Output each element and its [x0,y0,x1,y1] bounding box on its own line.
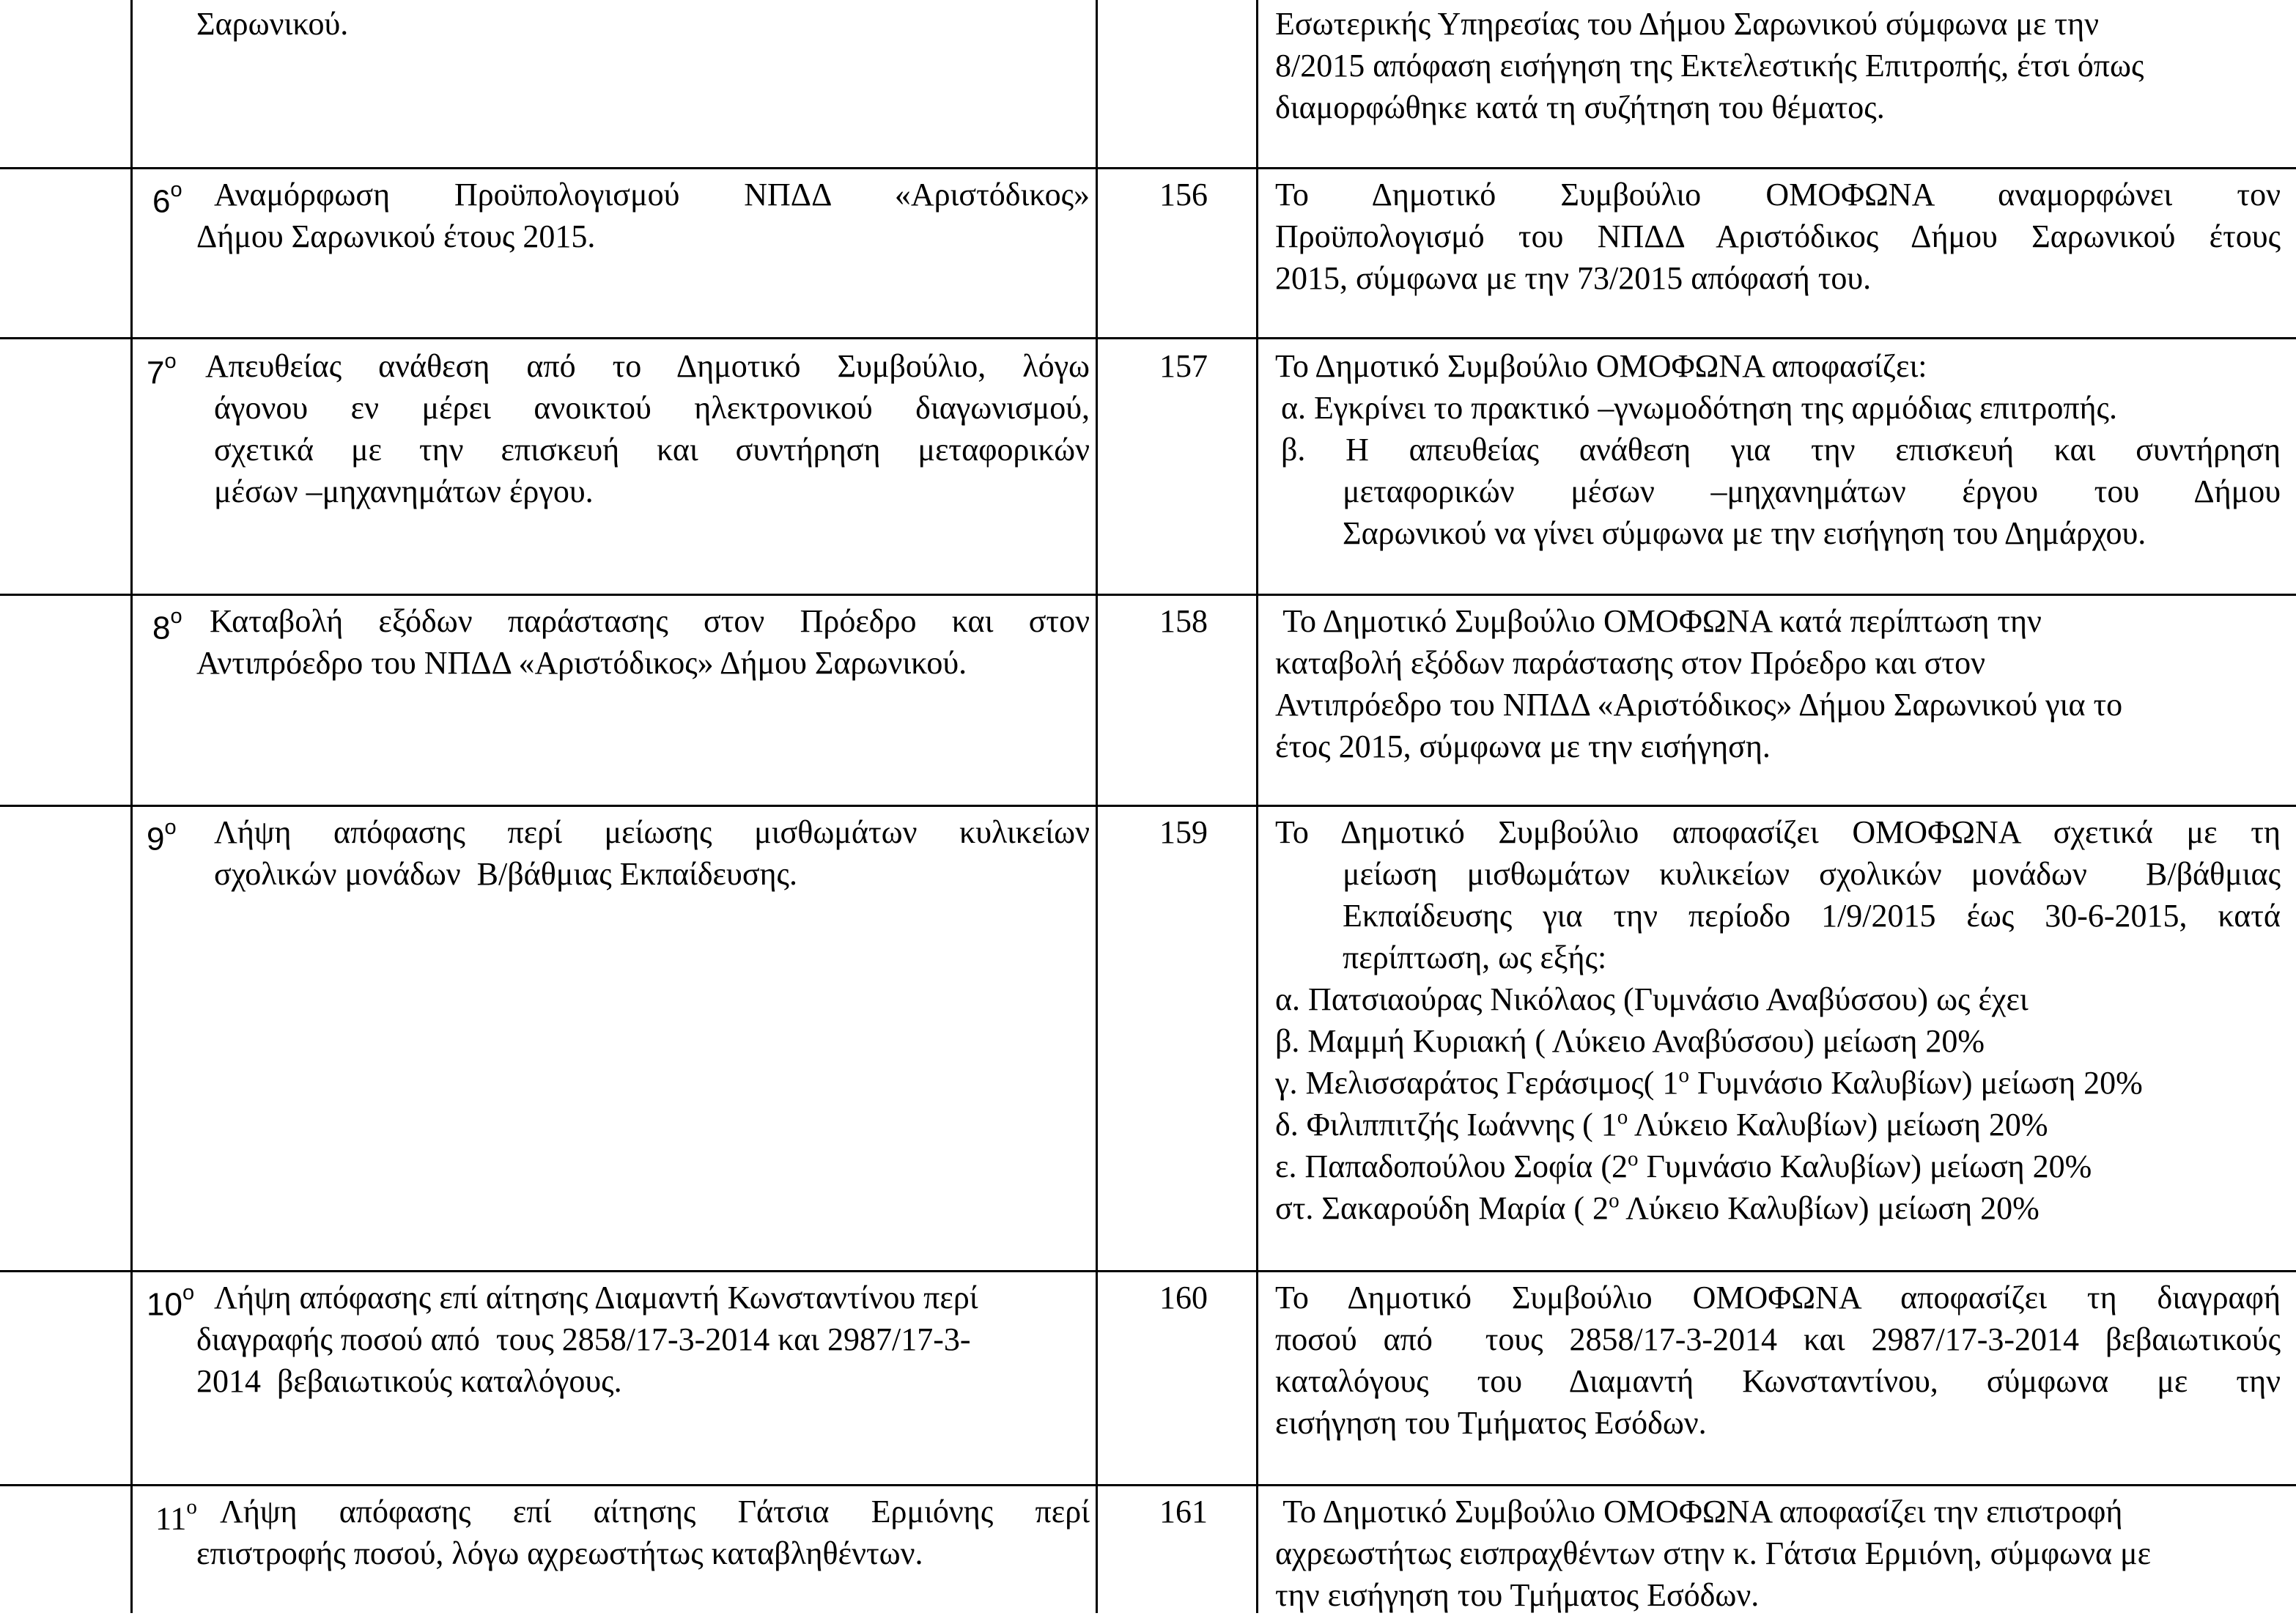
decision-line: Το Δημοτικό Συμβούλιο ΟΜΟΦΩΝΑ αναμορφώνει τον [1275,177,2281,213]
decision-line: Προϋπολογισμό του ΝΠΔΔ Αριστόδικος Δήμου Σαρωνικού έτους [1275,218,2281,254]
decision-line: διαμορφώθηκε κατά τη συζήτηση του θέματος. [1275,89,1885,125]
subject-line: Καταβολή εξόδων παράστασης στον Πρόεδρο και στον [210,603,1090,639]
decision-line: 8/2015 απόφαση εισήγηση της Εκτελεστικής Επιτροπής, έτσι όπως [1275,48,2144,84]
table-row [0,0,2296,167]
decision-text [1343,471,2281,554]
subject-line: Λήψη απόφασης περί μείωσης μισθωμάτων κυλικείων [214,814,1090,850]
decision-line: την εισήγηση του Τμήματος Εσόδων. [1275,1577,1760,1613]
subject-line: άγονου εν μέρει ανοικτού ηλεκτρονικού διαγωνισμού, [214,390,1090,426]
list-item: α. Πατσιαούρας Νικόλαος (Γυμνάσιο Αναβύσσου) ως έχει [1275,981,2029,1017]
decision-line: έτος 2015, σύμφωνα με την εισήγηση. [1275,728,1771,764]
decision-number: 156 [1159,177,1208,213]
item-number: $7^o$ [147,350,177,391]
decision-line: αχρεωστήτως εισπραχθέντων στην κ. Γάτσια Ερμιόνη, σύμφωνα με [1275,1535,2152,1571]
decision-text [1275,1491,2286,1616]
decision-number: 157 [1159,348,1208,384]
decision-line: Αντιπρόεδρο του ΝΠΔΔ «Αριστόδικος» Δήμου Σαρωνικού για το [1275,687,2123,723]
decision-line: Το Δημοτικό Συμβούλιο ΟΜΟΦΩΝΑ αποφασίζει την επιστροφή [1275,1494,2123,1530]
decision-text [1275,3,2283,128]
list-item: ε. Παπαδοπούλου Σοφία ($2^o$ Γυμνάσιο Καλυβίων) μείωση 20% [1275,1147,2092,1184]
decision-line: ποσού από τους 2858/17-3-2014 και 2987/17-3-2014 βεβαιωτικούς [1275,1321,2281,1357]
item-number: $9^o$ [147,816,177,857]
subject-line: Αναμόρφωση Προϋπολογισμού ΝΠΔΔ «Αριστόδικος» [214,177,1090,213]
decision-text [1275,174,2281,299]
decision-text [1281,387,2281,471]
subject-line: Σαρωνικού. [196,6,349,42]
table-row [0,169,2296,337]
item-number: $11^o$ [155,1495,197,1537]
decision-number: 160 [1159,1280,1208,1316]
subject-line: Δήμου Σαρωνικού έτους 2015. [196,218,596,254]
subject-text [196,1532,1090,1574]
subject-text [214,853,1090,895]
decision-text [1275,1277,2281,1444]
subject-text [214,1277,1090,1318]
subject-line: επιστροφής ποσού, λόγω αχρεωστήτως καταβληθέντων. [196,1535,923,1571]
decision-text [1275,811,2281,853]
decision-line: Το Δημοτικό Συμβούλιο αποφασίζει ΟΜΟΦΩΝΑ σχετικά με τη [1275,814,2281,850]
decision-number: 158 [1159,603,1208,639]
subject-line: διαγραφής ποσού από τους 2858/17-3-2014 και 2987/17-3- [196,1321,971,1357]
table-row [0,807,2296,1270]
decision-text [1275,600,2281,767]
decision-line: μείωση μισθωμάτων κυλικείων σχολικών μονάδων Β/βάθμιας [1343,856,2281,892]
subject-text [214,811,1090,853]
subject-line: Αντιπρόεδρο του ΝΠΔΔ «Αριστόδικος» Δήμου Σαρωνικού. [196,645,967,681]
decision-text [1275,345,2281,387]
table-row [0,339,2296,594]
list-item: δ. Φιλιππιτζής Ιωάννης ( $1^o$ Λύκειο Καλυβίων) μείωση 20% [1275,1105,2048,1143]
table-row [0,1272,2296,1484]
decision-line: εισήγηση του Τμήματος Εσόδων. [1275,1405,1707,1441]
decision-line: β. Η απευθείας ανάθεση για την επισκευή και συντήρηση [1281,432,2281,468]
subject-text [196,1318,1090,1402]
subject-line: 2014 βεβαιωτικούς καταλόγους. [196,1363,622,1399]
table-row [0,1486,2296,1613]
list-item: γ. Μελισσαράτος Γεράσιμος( $1^o$ Γυμνάσιο Καλυβίων) μείωση 20% [1275,1063,2143,1101]
subject-line: Λήψη απόφασης επί αίτησης Γάτσια Ερμιόνης περί [220,1494,1090,1530]
subject-text [214,174,1090,215]
list-item: β. Μαμμή Κυριακή ( Λύκειο Αναβύσσου) μείωση 20% [1275,1023,1985,1059]
subject-line: σχετικά με την επισκευή και συντήρηση μεταφορικών [214,432,1090,468]
decision-line: μεταφορικών μέσων –μηχανημάτων έργου του Δήμου [1343,473,2281,509]
subject-text [196,3,1076,45]
decision-line: Το Δημοτικό Συμβούλιο ΟΜΟΦΩΝΑ αποφασίζει: [1275,348,1927,384]
subject-text [210,600,1090,642]
subject-text [205,345,1090,387]
decision-line: Εσωτερικής Υπηρεσίας του Δήμου Σαρωνικού σύμφωνα με την [1275,6,2100,42]
decision-number: 159 [1159,814,1208,850]
item-number: $10^o$ [147,1281,195,1323]
decision-line: Το Δημοτικό Συμβούλιο ΟΜΟΦΩΝΑ αποφασίζει τη διαγραφή [1275,1280,2281,1316]
list-item: στ. Σακαρούδη Μαρία ( $2^o$ Λύκειο Καλυβίων) μείωση 20% [1275,1189,2040,1226]
decision-text [1343,853,2281,978]
decision-number: 161 [1159,1494,1208,1530]
decision-line: περίπτωση, ως εξής: [1343,940,1607,975]
decision-line: Σαρωνικού να γίνει σύμφωνα με την εισήγηση του Δημάρχου. [1343,515,2146,551]
item-number: $8^o$ [152,605,182,646]
decision-line: καταλόγους του Διαμαντή Κωνσταντίνου, σύμφωνα με την [1275,1363,2281,1399]
subject-line: σχολικών μονάδων Β/βάθμιας Εκπαίδευσης. [214,856,797,892]
subject-text [196,215,1076,257]
subject-text [220,1491,1090,1532]
subject-text [214,387,1090,512]
decision-list [1275,978,2286,1229]
table-row [0,596,2296,805]
subject-line: Απευθείας ανάθεση από το Δημοτικό Συμβούλιο, λόγω [205,348,1090,384]
subject-text [196,642,1090,684]
decision-line: 2015, σύμφωνα με την 73/2015 απόφασή του. [1275,260,1872,296]
subject-line: Λήψη απόφασης επί αίτησης Διαμαντή Κωνσταντίνου περί [214,1280,978,1316]
decision-line: καταβολή εξόδων παράστασης στον Πρόεδρο και στον [1275,645,1986,681]
decision-line: Το Δημοτικό Συμβούλιο ΟΜΟΦΩΝΑ κατά περίπτωση την [1275,603,2042,639]
subject-line: μέσων –μηχανημάτων έργου. [214,473,594,509]
decision-line: α. Εγκρίνει το πρακτικό –γνωμοδότηση της αρμόδιας επιτροπής. [1281,390,2117,426]
decision-line: Εκπαίδευσης για την περίοδο 1/9/2015 έως 30-6-2015, κατά [1343,898,2281,934]
item-number: $6^o$ [152,178,182,220]
